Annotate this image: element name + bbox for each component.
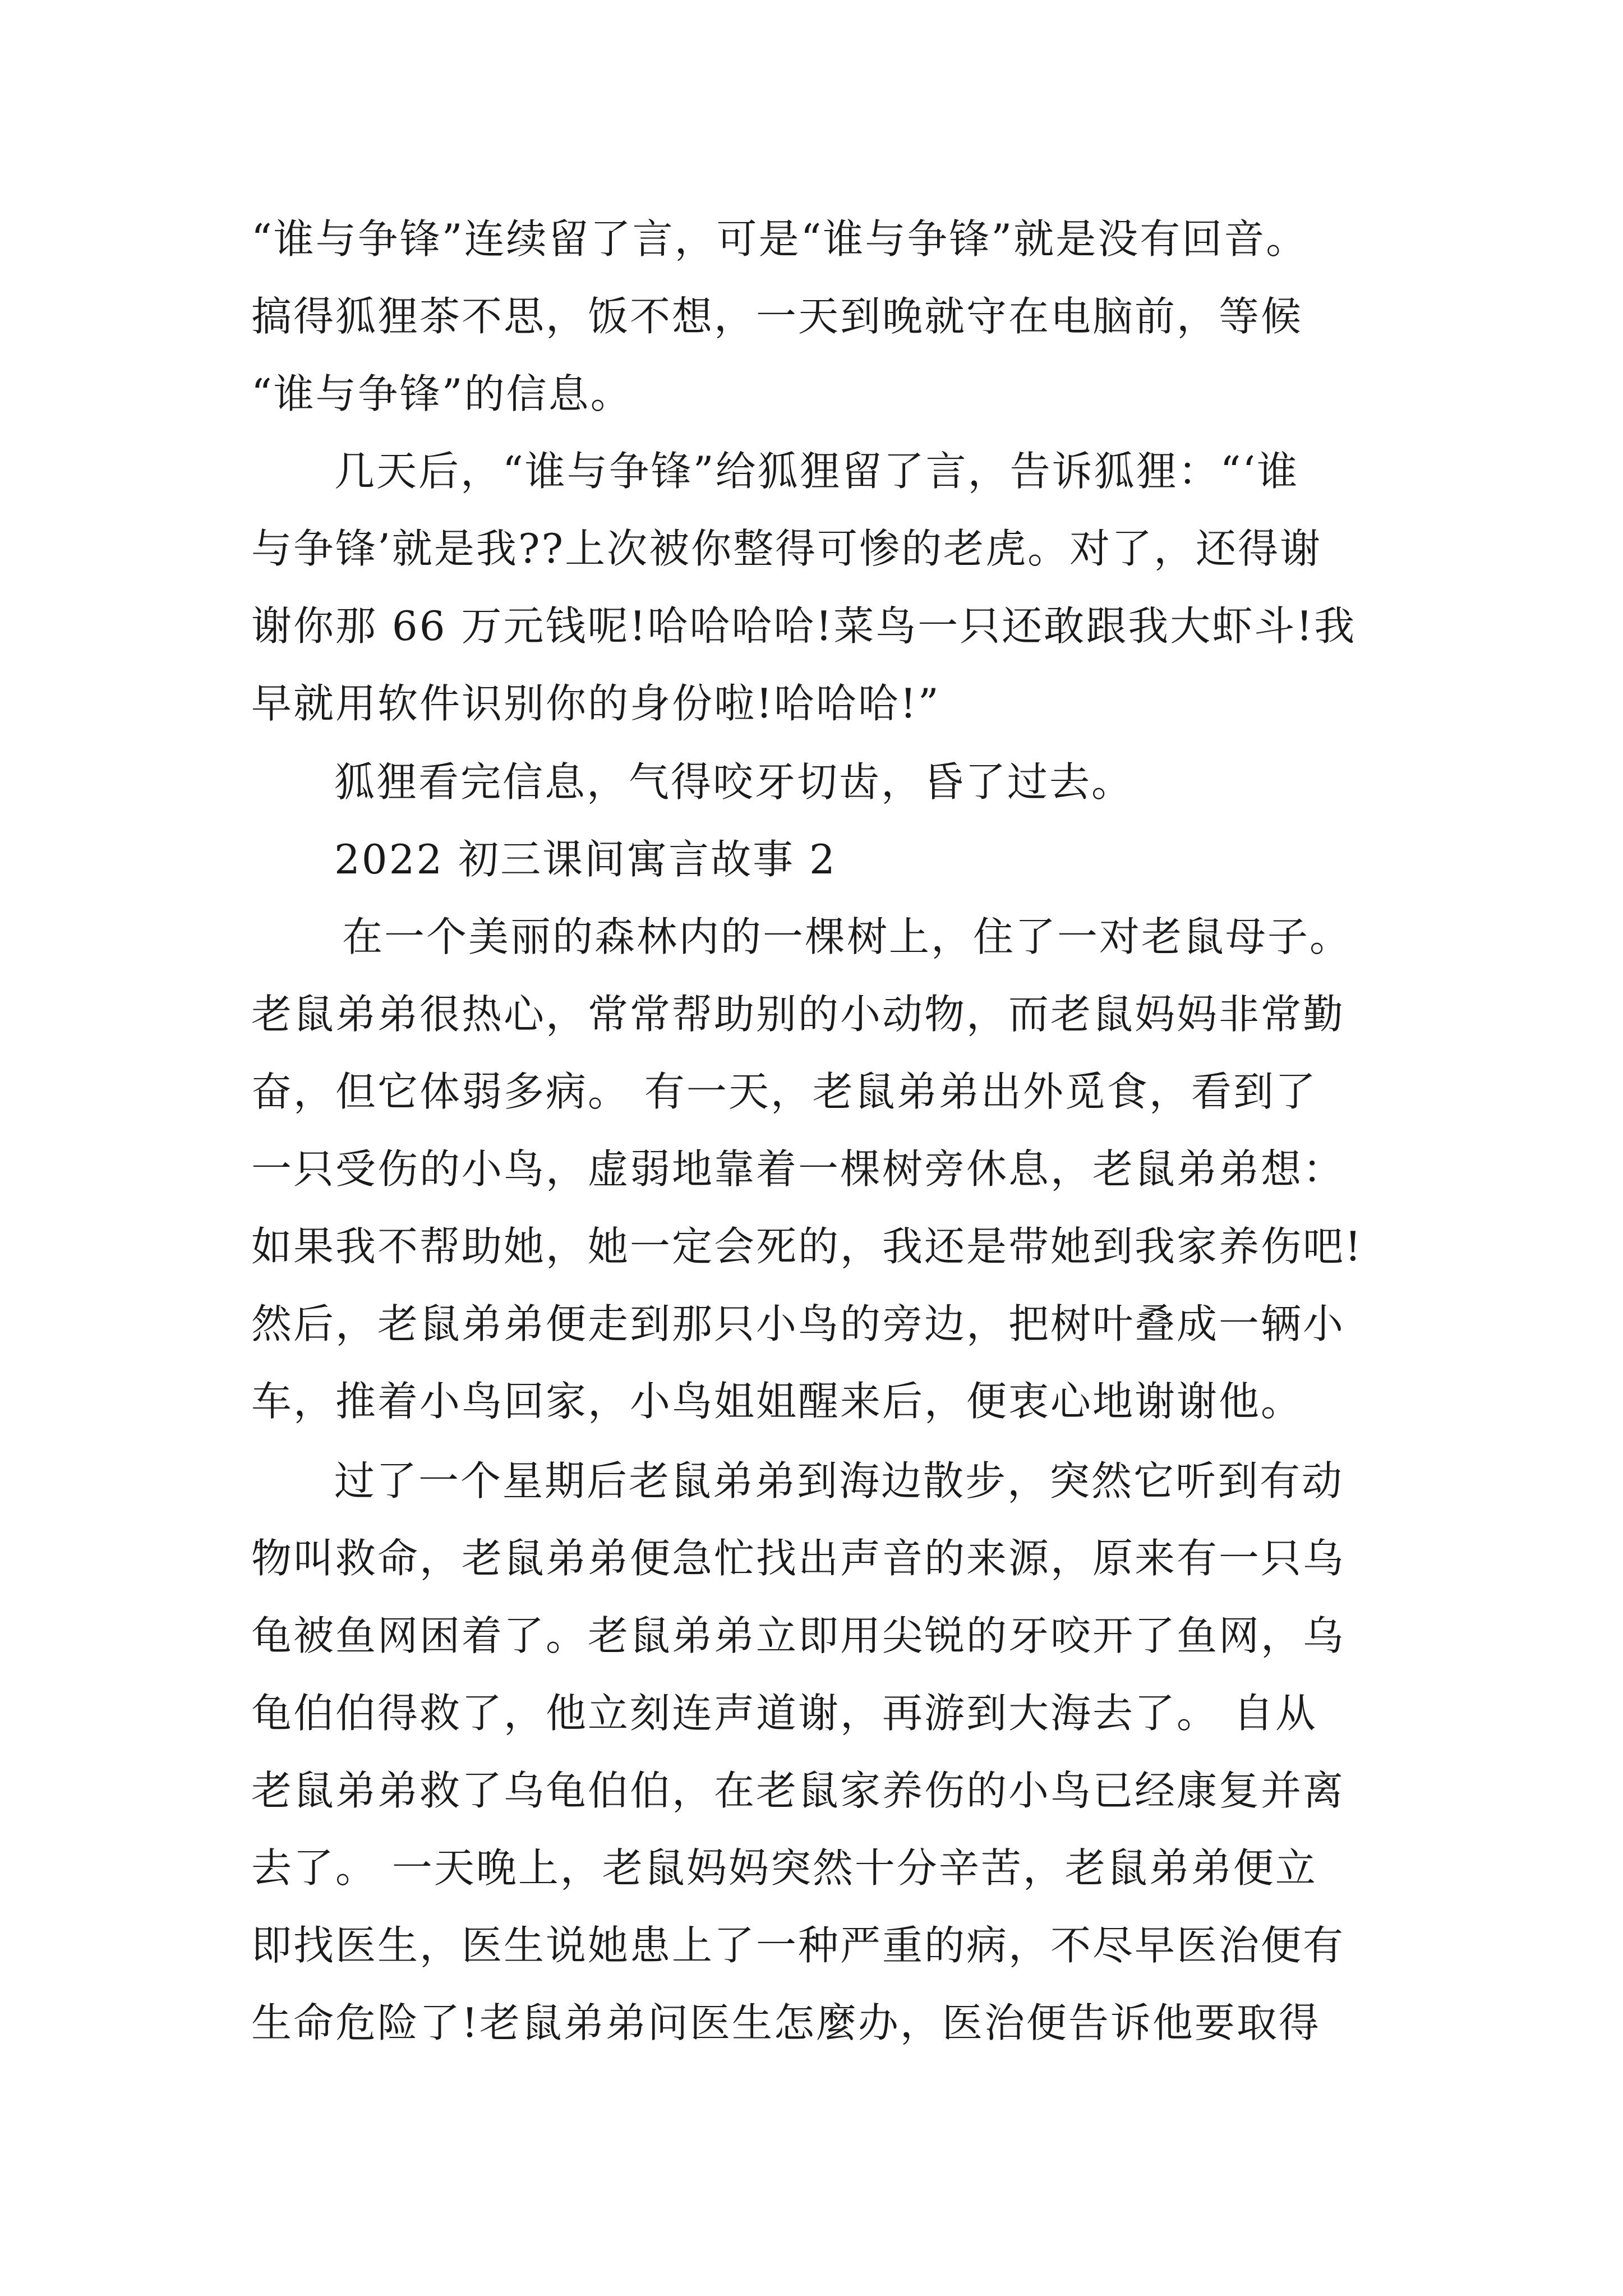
section-heading: 2022 初三课间寓言故事 2 [334, 836, 837, 883]
text-line: 奋，但它体弱多病。 有一天，老鼠弟弟出外觅食，看到了 [251, 1068, 1317, 1115]
text-line: 生命危险了!老鼠弟弟问医生怎麼办，医治便告诉他要取得 [251, 1999, 1321, 2046]
text-line: 物叫救命，老鼠弟弟便急忙找出声音的来源，原来有一只乌 [251, 1535, 1345, 1582]
text-line: “谁与争锋”连续留了言，可是“谁与争锋”就是没有回音。 [251, 215, 1308, 263]
text-line: 谢你那 66 万元钱呢!哈哈哈哈!菜鸟一只还敢跟我大虾斗!我 [251, 602, 1357, 650]
text-line: 龟伯伯得救了，他立刻连声道谢，再游到大海去了。 自从 [251, 1690, 1317, 1737]
text-line: 一只受伤的小鸟，虚弱地靠着一棵树旁休息，老鼠弟弟想： [251, 1145, 1345, 1193]
text-line: 车，推着小鸟回家，小鸟姐姐醒来后，便衷心地谢谢他。 [251, 1378, 1303, 1425]
text-line: 几天后，“谁与争锋”给狐狸留了言，告诉狐狸：“‘谁 [334, 448, 1299, 495]
text-line: 如果我不帮助她，她一定会死的，我还是带她到我家养伤吧! [251, 1223, 1363, 1270]
text-line: 即找医生，医生说她患上了一种严重的病，不尽早医治便有 [251, 1922, 1345, 1969]
text-line: 搞得狐狸茶不思，饭不想，一天到晚就守在电脑前，等候 [251, 293, 1303, 340]
text-line: 老鼠弟弟救了乌龟伯伯，在老鼠家养伤的小鸟已经康复并离 [251, 1767, 1345, 1814]
text-line: 然后，老鼠弟弟便走到那只小鸟的旁边，把树叶叠成一辆小 [251, 1300, 1345, 1347]
text-line: 在一个美丽的森林内的一棵树上，住了一对老鼠母子。 [342, 913, 1352, 960]
text-line: 去了。 一天晚上，老鼠妈妈突然十分辛苦，老鼠弟弟便立 [251, 1844, 1317, 1892]
text-line: 与争锋’就是我??上次被你整得可惨的老虎。对了，还得谢 [251, 525, 1322, 572]
text-line: 龟被鱼网困着了。老鼠弟弟立即用尖锐的牙咬开了鱼网，乌 [251, 1612, 1345, 1659]
text-line: 老鼠弟弟很热心，常常帮助别的小动物，而老鼠妈妈非常勤 [251, 991, 1345, 1038]
text-line: “谁与争锋”的信息。 [251, 370, 633, 417]
text-line: 狐狸看完信息，气得咬牙切齿，昏了过去。 [334, 758, 1134, 806]
text-line: 早就用软件识别你的身份啦!哈哈哈!” [251, 680, 940, 727]
text-line: 过了一个星期后老鼠弟弟到海边散步，突然它听到有动 [334, 1457, 1344, 1504]
